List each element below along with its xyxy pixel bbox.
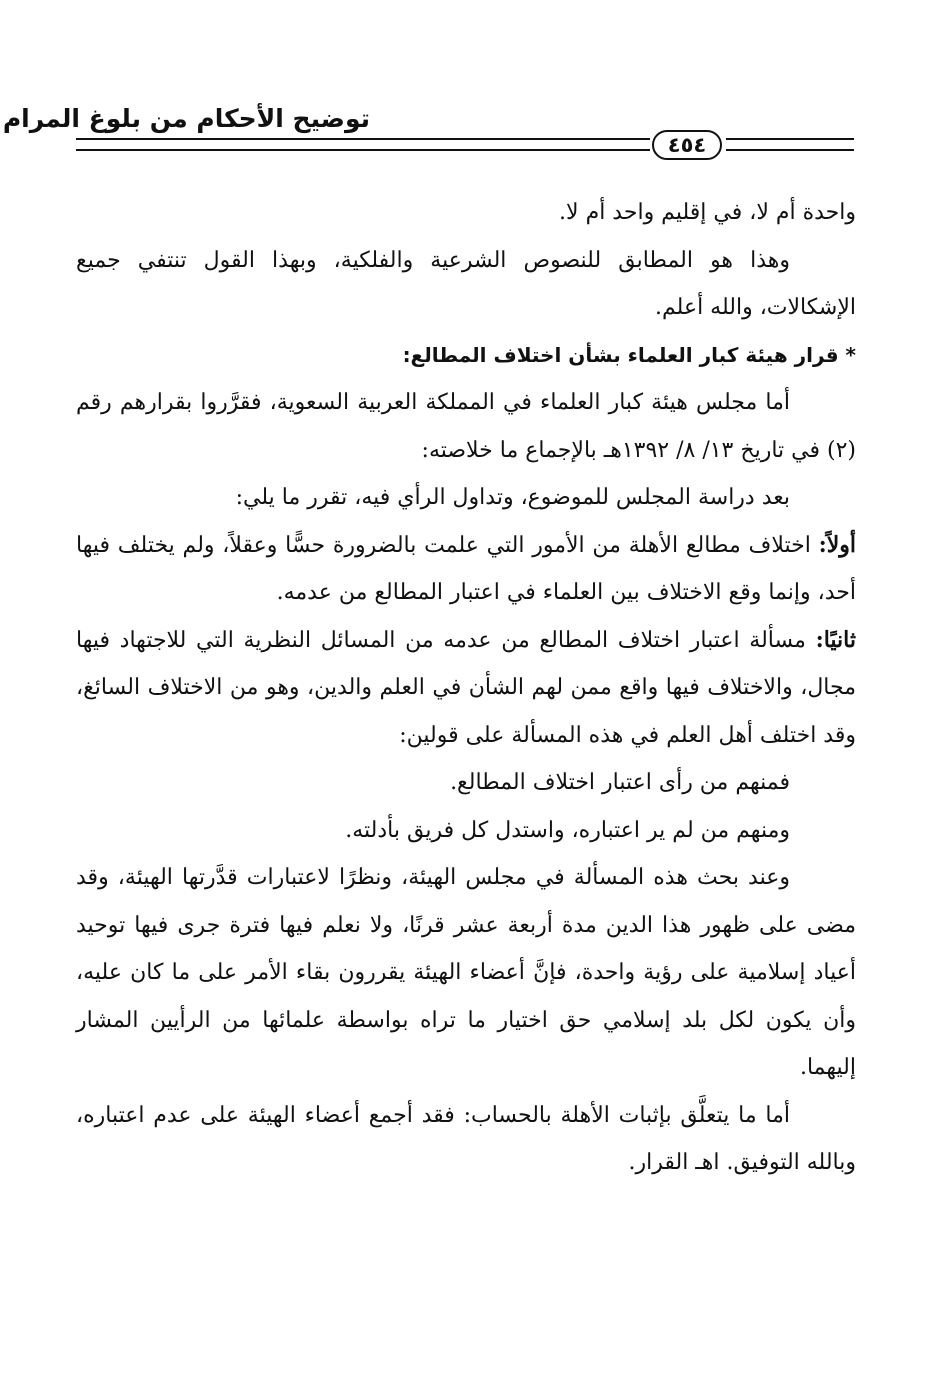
first-point-label: أولاً: [818,531,856,558]
paragraph-3: أما مجلس هيئة كبار العلماء في المملكة العربية السعوية، فقرَّروا بقرارهم رقم (٢) في تاريخ ١٣/ ٨/ ١٣٩٢هـ بالإجماع ما خلاصته: [76,390,856,463]
paragraph-4: بعد دراسة المجلس للموضوع، وتداول الرأي فيه، تقرر ما يلي: [235,485,790,510]
paragraph-1: واحدة أم لا، في إقليم واحد أم لا. [559,200,856,225]
running-header-title: توضيح الأحكام من بلوغ المرام [2,104,370,133]
paragraph-first-point [76,522,856,617]
paragraph-10: أما ما يتعلَّق بإثبات الأهلة بالحساب: فقد أجمع أعضاء الهيئة على عدم اعتباره، وبالله التوفيق. اهـ القرار. [76,1102,856,1175]
first-point-text: اختلاف مطالع الأهلة من الأمور التي علمت بالضرورة حسًّا وعقلاً، ولم يختلف فيها أحد، وإنما وقع الاختلاف بين العلماء في اعتبار المطالع من عدمه. [76,532,856,605]
paragraph-9: وعند بحث هذه المسألة في مجلس الهيئة، ونظرًا لاعتبارات قدَّرتها الهيئة، وقد مضى على ظهور هذا الدين مدة أربعة عشر قرنًا، ولا نعلم فيها فترة جرى فيها توحيد أعياد إسلامية على رؤية واحدة، فإنَّ أعضاء الهيئة يقررون بقاء الأمر على ما كان عليه، وأن يكون لكل بلد إسلامي حق اختيار ما تراه بواسطة علمائها من الرأيين المشار إليهما. [76,865,856,1080]
header-rule-right-top [726,138,854,140]
section-heading: * قرار هيئة كبار العلماء بشأن اختلاف المطالع: [402,342,856,367]
paragraph-second-point [76,617,856,760]
paragraph-7: فمنهم من رأى اعتبار اختلاف المطالع. [450,770,790,795]
paragraph-2: وهذا هو المطابق للنصوص الشرعية والفلكية، وبهذا القول تنتفي جميع الإشكالات، والله أعلم. [76,247,856,320]
page-number-badge [652,130,722,160]
header-rule-left-top [76,138,650,140]
second-point-label: ثانيًا: [815,626,856,653]
page-body [76,189,856,1187]
page-number: ٤٥٤ [667,133,707,157]
header-rule-left-bottom [76,149,650,151]
header-rule-right-bottom [726,149,854,151]
second-point-text: مسألة اعتبار اختلاف المطالع من عدمه من المسائل النظرية التي للاجتهاد فيها مجال، والاختلاف فيها واقع ممن لهم الشأن في العلم والدين، وهو من الاختلاف السائغ، وقد اختلف أهل العلم في هذه المسألة على قولين: [76,627,856,748]
paragraph-8: ومنهم من لم ير اعتباره، واستدل كل فريق بأدلته. [345,817,790,843]
